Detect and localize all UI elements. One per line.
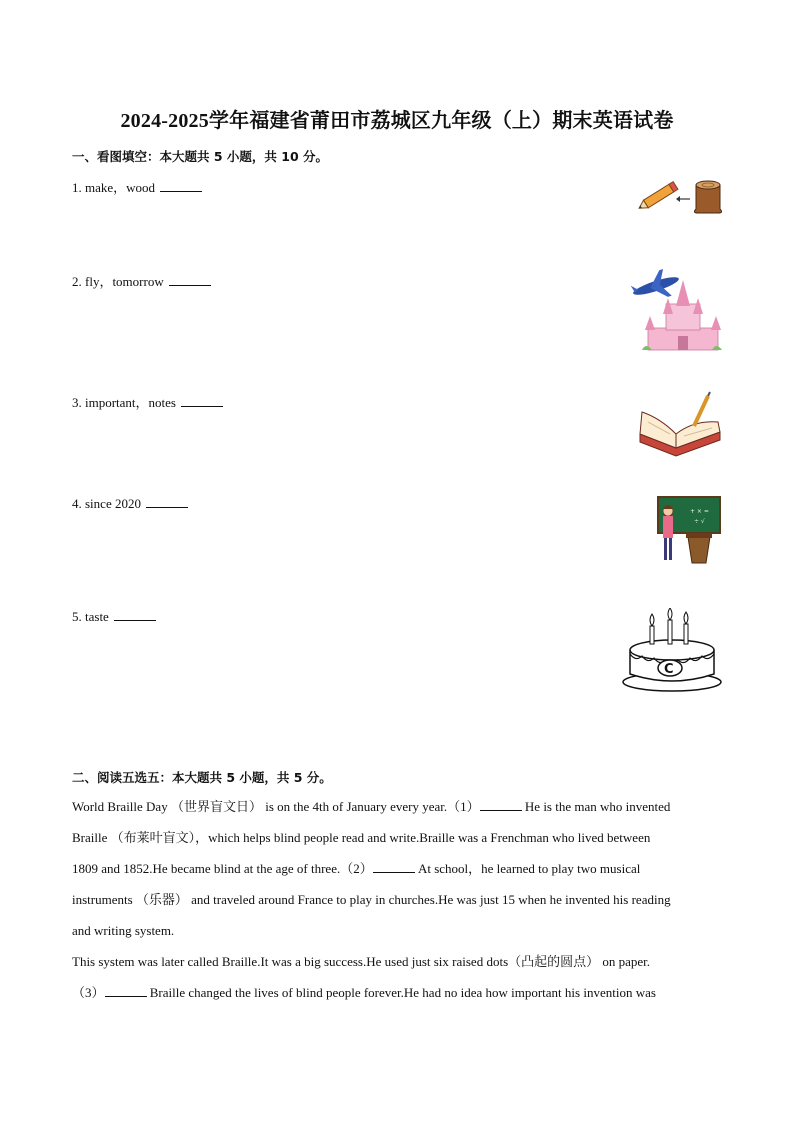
passage-line <box>72 977 720 1008</box>
open-book-with-pen-image <box>636 390 724 460</box>
answer-blank[interactable] <box>114 609 156 621</box>
question-text: taste <box>85 609 109 624</box>
passage-text: and writing system. <box>72 923 175 938</box>
pencil-from-tree-stump-image <box>636 175 724 217</box>
question-number: 2. <box>72 274 82 289</box>
question-number: 3. <box>72 395 82 410</box>
passage-line <box>72 915 720 946</box>
svg-text:+ × =: + × = <box>690 508 709 515</box>
answer-blank-1[interactable] <box>480 799 522 811</box>
question-number: 4. <box>72 496 82 511</box>
question-3 <box>72 392 223 411</box>
svg-text:C: C <box>664 662 674 677</box>
section-1-heading: 一、看图填空：本大题共 5 小题，共 10 分。 <box>72 149 329 164</box>
passage-line <box>72 822 720 853</box>
passage-line <box>72 791 720 822</box>
question-1 <box>72 177 202 196</box>
question-text: since 2020 <box>85 496 141 511</box>
question-2 <box>72 271 211 290</box>
passage-line <box>72 884 720 915</box>
passage-text: instruments （乐器） and traveled around France to play in churches.He was just 15 when he invented his reading <box>72 892 671 907</box>
passage-text: 1809 and 1852.He became blind at the age of three.（2） <box>72 861 373 876</box>
passage-text: At school，he learned to play two musical <box>414 861 641 876</box>
question-number: 1. <box>72 180 82 195</box>
question-text: important，notes <box>85 395 176 410</box>
teacher-at-blackboard-image <box>654 495 724 567</box>
answer-blank-3[interactable] <box>105 985 147 997</box>
question-5 <box>72 609 156 625</box>
question-number: 5. <box>72 609 82 624</box>
answer-blank[interactable] <box>146 496 188 508</box>
airplane-and-castle-image <box>628 268 724 352</box>
answer-blank-2[interactable] <box>373 861 415 873</box>
answer-blank[interactable] <box>181 395 223 407</box>
passage-text: He is the man who invented <box>521 799 671 814</box>
page-title: 2024-2025学年福建省莆田市荔城区九年级（上）期末英语试卷 <box>120 110 674 132</box>
passage-text: （3） <box>72 985 105 1000</box>
answer-blank[interactable] <box>160 180 202 192</box>
section-2-heading: 二、阅读五选五：本大题共 5 小题，共 5 分。 <box>72 770 332 785</box>
passage-line <box>72 946 720 977</box>
svg-text:÷ √: ÷ √ <box>694 518 705 525</box>
passage-text: This system was later called Braille.It was a big success.He used just six raised dots（凸起的圆点） on paper. <box>72 954 651 969</box>
question-text: make，wood <box>85 180 156 195</box>
birthday-cake-image <box>620 608 724 694</box>
question-4 <box>72 496 188 512</box>
question-text: fly，tomorrow <box>85 274 164 289</box>
passage-text: World Braille Day （世界盲文日） is on the 4th of January every year.（1） <box>72 799 480 814</box>
reading-passage <box>72 791 720 1008</box>
passage-line <box>72 853 720 884</box>
passage-text: Braille （布莱叶盲文），which helps blind people read and write.Braille was a Frenchman who lived between <box>72 830 651 845</box>
passage-text: Braille changed the lives of blind people forever.He had no idea how important his invention was <box>146 985 656 1000</box>
answer-blank[interactable] <box>169 274 211 286</box>
